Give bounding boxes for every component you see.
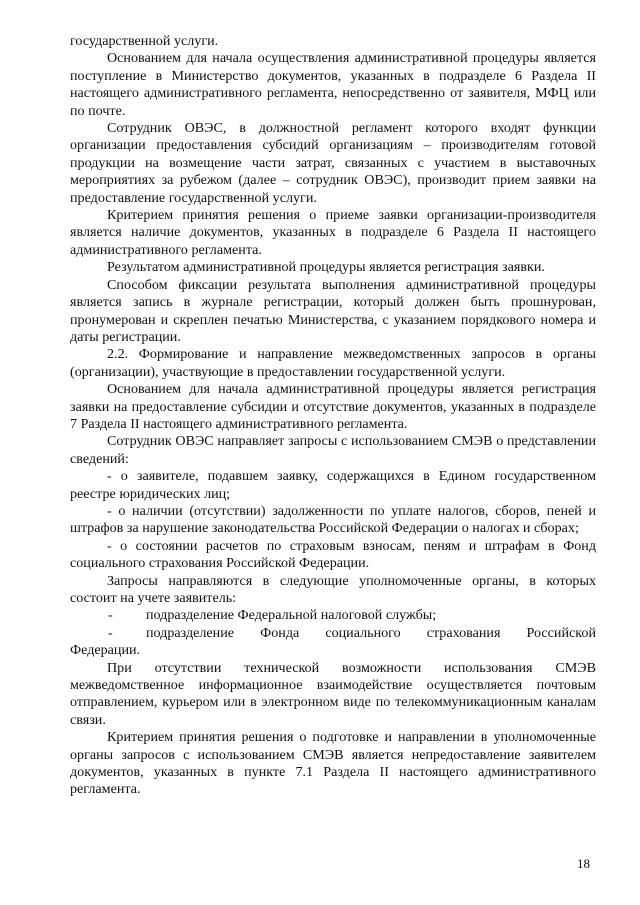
paragraph-12: Запросы направляются в следующие уполномоченные органы, в которых состоит на учете заявитель: [70, 572, 596, 606]
request-item-2: - о наличии (отсутствии) задолженности по уплате налогов, сборов, пеней и штрафов за нарушение законодательства Российской Федерации о налогах и сборах; [70, 502, 596, 537]
request-item-1: - о заявителе, подавшем заявку, содержащихся в Едином государственном реестре юридических лиц; [70, 468, 596, 502]
paragraph-1: Основанием для начала осуществления административной процедуры является поступление в Министерство документов, указанных в подразделе 6 Раздела II настоящего административного регламента, непосредственно от заявителя, МФЦ или по почте. [70, 50, 596, 119]
dash-marker: - [108, 607, 113, 624]
request-item-3: - о состоянии расчетов по страховым взносам, пеням и штрафам в Фонд социального страхования Российской Федерации. [70, 537, 596, 572]
paragraph-8: Сотрудник ОВЭС направляет запросы с использованием СМЭВ о представлении сведений: [70, 433, 596, 467]
authority-list-continuation: Федерации. [70, 642, 141, 659]
paragraph-2: Сотрудник ОВЭС, в должностной регламент которого входят функции организации предоставления субсидий организациям – производителям готовой продукции на возмещение части затрат, связанных с участием в выставочных мероприятиях за рубежом (далее – сотрудник ОВЭС), производит прием заявки на предоставление государственной услуги. [70, 120, 596, 206]
page-number: 18 [577, 856, 590, 871]
paragraph-5: Способом фиксации результата выполнения административной процедуры является запись в журнале регистрации, который должен быть прошнурован, пронумерован и скреплен печатью Министерства, с указанием порядкового номера и даты регистрации. [70, 276, 596, 345]
paragraph-3: Критерием принятия решения о приеме заявки организации-производителя является наличие документов, указанных в подразделе 6 Раздела II настоящего административного регламента. [70, 207, 596, 258]
paragraph-0: государственной услуги. [70, 33, 219, 49]
dash-marker: - [108, 624, 113, 641]
authority-list-item-1 [70, 607, 596, 624]
paragraph-4: Результатом административной процедуры является регистрация заявки. [107, 259, 545, 276]
paragraph-7: Основанием для начала административной процедуры является регистрация заявки на предоставление субсидии и отсутствие документов, указанных в подразделе 7 Раздела II настоящего административного регламента. [70, 381, 596, 432]
section-heading-2-2: 2.2. Формирование и направление межведомственных запросов в органы (организации), участвующие в предоставлении государственной услуги. [70, 346, 596, 380]
paragraph-after-list-1: При отсутствии технической возможности использования СМЭВ межведомственное информационное взаимодействие осуществляется почтовым отправлением, курьером или в электронном виде по телекоммуникационным каналам связи. [70, 659, 596, 728]
authority-list-item-text: подразделение Федеральной налоговой службы; [146, 607, 437, 624]
paragraph-after-list-2: Критерием принятия решения о подготовке и направлении в уполномоченные органы запросов с использованием СМЭВ является непредоставление заявителем документов, указанных в пункте 7.1 Раздела II настоящего административного регламента. [70, 729, 596, 798]
document-page [70, 33, 596, 799]
authority-list-item-text: подразделение Фонда социального страхования Российской [146, 624, 596, 641]
authority-list-item-2 [70, 625, 596, 642]
